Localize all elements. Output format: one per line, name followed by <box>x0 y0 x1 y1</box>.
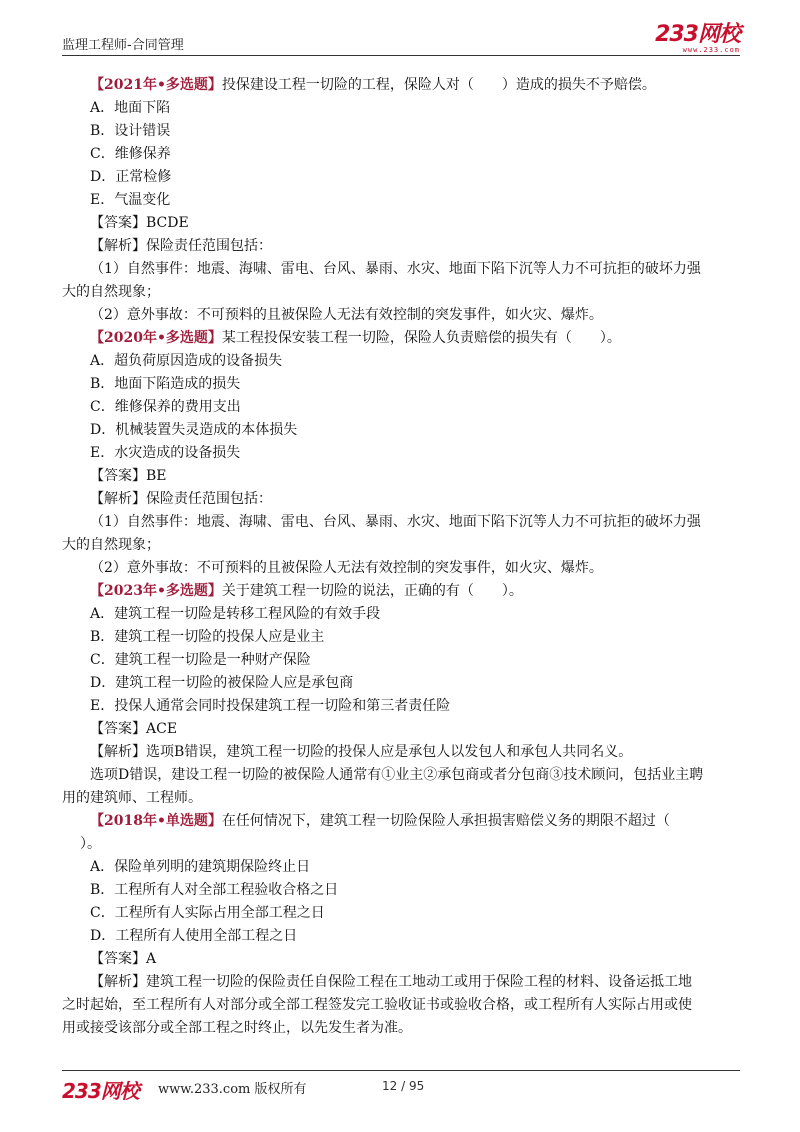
analysis-line: 【解析】保险责任范围包括： <box>90 491 272 507</box>
analysis-line: 大的自然现象； <box>62 537 160 553</box>
option: B．设计错误 <box>90 123 171 139</box>
analysis-line: 【解析】保险责任范围包括： <box>90 238 272 254</box>
question-stem-continued: ）。 <box>80 836 101 852</box>
answer: 【答案】A <box>90 951 157 967</box>
question-tag: 【2018年•单选题】 <box>90 813 222 829</box>
logo-text: 233网校 <box>655 22 740 47</box>
question-text: 关于建筑工程一切险的说法，正确的有（ ）。 <box>221 583 523 599</box>
answer: 【答案】BE <box>90 468 167 484</box>
answer: 【答案】BCDE <box>90 215 189 231</box>
analysis-line: 用的建筑师、工程师。 <box>62 790 202 806</box>
question-stem <box>62 327 742 350</box>
question-text: 投保建设工程一切险的工程，保险人对（ ）造成的损失不予赔偿。 <box>221 77 656 93</box>
option: A．地面下陷 <box>90 100 171 116</box>
question-tag: 【2020年•多选题】 <box>90 330 222 346</box>
option: A．超负荷原因造成的设备损失 <box>90 353 283 369</box>
footer-logo: 233网校 <box>62 1079 139 1103</box>
analysis-line: 【解析】建筑工程一切险的保险责任自保险工程在工地动工或用于保险工程的材料、设备运抵工地 <box>90 974 692 990</box>
option: C．工程所有人实际占用全部工程之日 <box>90 905 325 921</box>
option: E．水灾造成的设备损失 <box>90 445 241 461</box>
option: D．工程所有人使用全部工程之日 <box>90 928 298 944</box>
analysis-line: （1）自然事件：地震、海啸、雷电、台风、暴雨、水灾、地面下陷下沉等人力不可抗拒的破坏力强 <box>90 514 701 530</box>
footer-divider <box>62 1070 740 1071</box>
question-tag: 【2021年•多选题】 <box>90 77 222 93</box>
option: D．正常检修 <box>90 169 172 185</box>
option: A．建筑工程一切险是转移工程风险的有效手段 <box>90 606 381 622</box>
analysis-line: （2）意外事故：不可预料的且被保险人无法有效控制的突发事件，如火灾、爆炸。 <box>90 307 603 323</box>
option: A．保险单列明的建筑期保险终止日 <box>90 859 311 875</box>
page-footer <box>62 1075 740 1103</box>
option: D．建筑工程一切险的被保险人应是承包商 <box>90 675 354 691</box>
option: B．建筑工程一切险的投保人应是业主 <box>90 629 325 645</box>
footer-copyright: www.233.com 版权所有 <box>158 1082 307 1097</box>
option: E．投保人通常会同时投保建筑工程一切险和第三者责任险 <box>90 698 451 714</box>
header-divider <box>62 55 740 56</box>
page-content <box>62 74 742 1040</box>
analysis-line: 大的自然现象； <box>62 284 160 300</box>
question-text: 在任何情况下，建筑工程一切险保险人承担损害赔偿义务的期限不超过（ <box>221 813 670 829</box>
option: C．维修保养的费用支出 <box>90 399 241 415</box>
option: E．气温变化 <box>90 192 171 208</box>
answer: 【答案】ACE <box>90 721 178 737</box>
analysis-line: 用或接受该部分或全部工程之时终止，以先发生者为准。 <box>62 1020 412 1036</box>
brand-logo <box>655 24 740 54</box>
option: C．建筑工程一切险是一种财产保险 <box>90 652 311 668</box>
question-stem <box>62 74 742 97</box>
logo-url: www.233.com <box>682 46 740 54</box>
option: C．维修保养 <box>90 146 171 162</box>
question-stem <box>62 580 742 603</box>
option: B．地面下陷造成的损失 <box>90 376 241 392</box>
analysis-line: （2）意外事故：不可预料的且被保险人无法有效控制的突发事件，如火灾、爆炸。 <box>90 560 603 576</box>
option: B．工程所有人对全部工程验收合格之日 <box>90 882 339 898</box>
page-number: 12 / 95 <box>382 1079 425 1093</box>
analysis-line: 【解析】选项B错误，建筑工程一切险的投保人应是承包人以发包人和承包人共同名义。 <box>90 744 633 760</box>
analysis-line: 选项D错误，建设工程一切险的被保险人通常有①业主②承包商或者分包商③技术顾问，包括业主聘 <box>90 767 704 783</box>
question-text: 某工程投保安装工程一切险，保险人负责赔偿的损失有（ ）。 <box>221 330 621 346</box>
option: D．机械装置失灵造成的本体损失 <box>90 422 298 438</box>
analysis-line: （1）自然事件：地震、海啸、雷电、台风、暴雨、水灾、地面下陷下沉等人力不可抗拒的破坏力强 <box>90 261 701 277</box>
question-tag: 【2023年•多选题】 <box>90 583 222 599</box>
page-header <box>62 24 740 54</box>
document-title: 监理工程师-合同管理 <box>62 38 184 53</box>
question-stem <box>62 810 742 833</box>
analysis-line: 之时起始，至工程所有人对部分或全部工程签发完工验收证书或验收合格，或工程所有人实际占用或使 <box>62 997 692 1013</box>
